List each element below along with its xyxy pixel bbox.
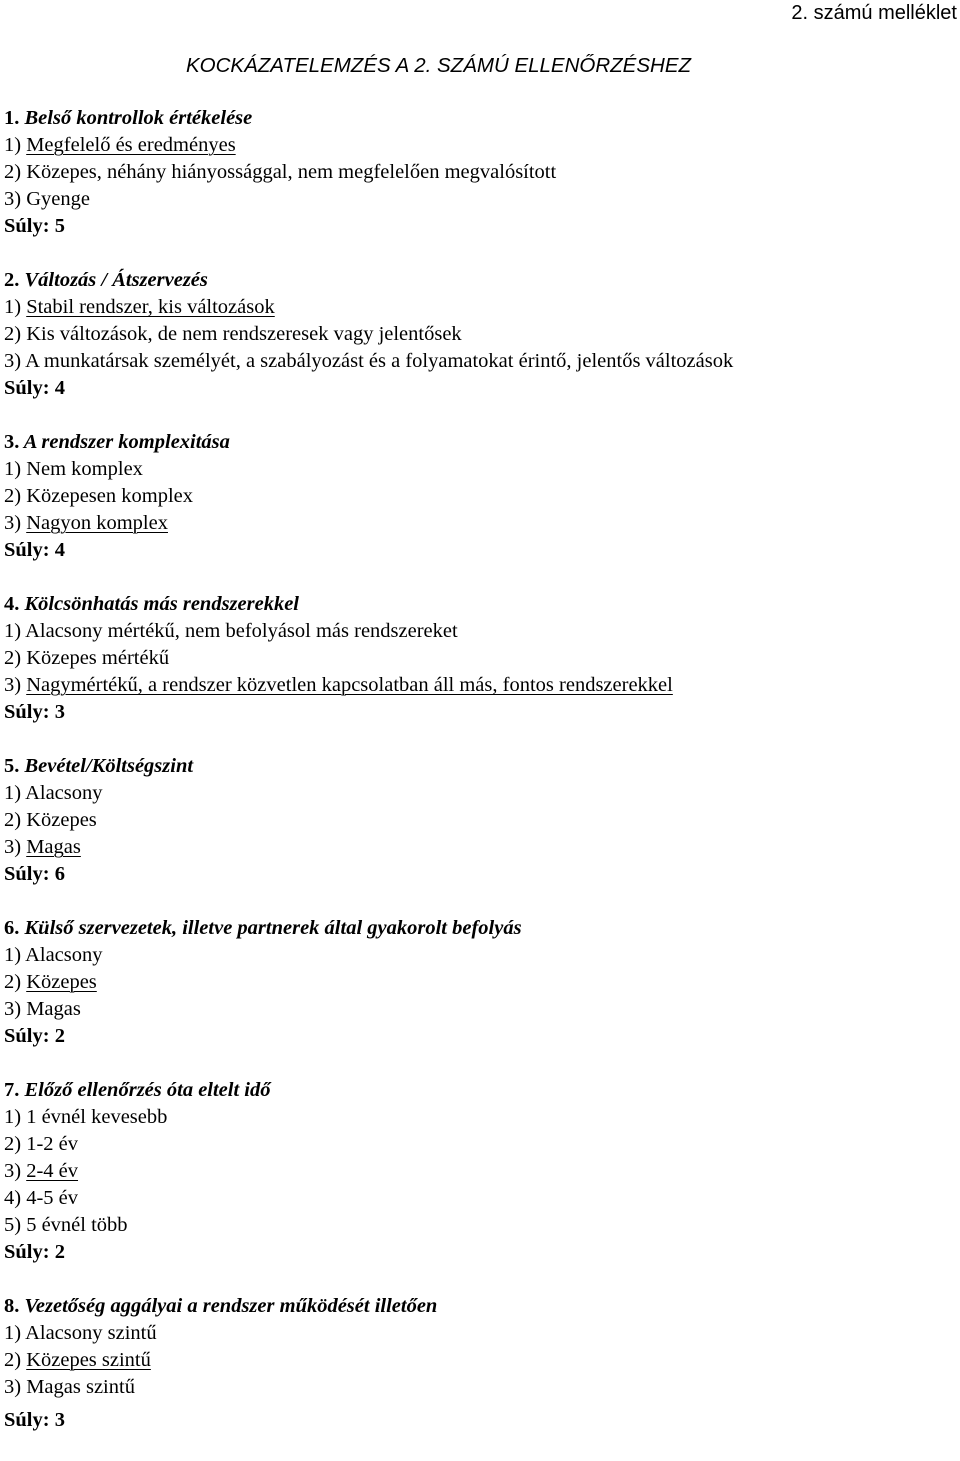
option-number: 1) [4, 620, 22, 642]
criterion-title: Vezetőség aggályai a rendszer működését illetően [24, 1295, 438, 1317]
option-number: 2) [4, 161, 22, 183]
option-text: Gyenge [26, 188, 90, 210]
criterion-title: Bevétel/Költségszint [24, 755, 194, 777]
option-number: 3) [4, 350, 22, 372]
criterion-option [4, 807, 960, 834]
criterion-title: A rendszer komplexitása [23, 431, 230, 453]
option-text: Közepesen komplex [26, 485, 193, 507]
criterion-option [4, 672, 960, 699]
annex-label: 2. számú melléklet [791, 2, 957, 24]
criterion-weight: Súly: 5 [4, 215, 65, 237]
criterion-weight: Súly: 2 [4, 1025, 65, 1047]
option-number: 2) [4, 1349, 22, 1371]
selected-option-text: Közepes [26, 971, 97, 993]
criterion-weight: Súly: 3 [4, 701, 65, 723]
criterion-heading [4, 915, 960, 942]
option-number: 1) [4, 458, 22, 480]
criterion-title: Belső kontrollok értékelése [24, 107, 253, 129]
criterion-option [4, 996, 960, 1023]
criterion-weight: Súly: 3 [4, 1409, 65, 1431]
option-number: 1) [4, 944, 22, 966]
option-text: 1-2 év [26, 1133, 79, 1155]
criterion-option [4, 969, 960, 996]
option-number: 3) [4, 674, 22, 696]
option-text: Alacsony [25, 782, 103, 804]
criterion-weight: Súly: 4 [4, 539, 65, 561]
option-text: 4-5 év [26, 1187, 79, 1209]
option-number: 3) [4, 998, 22, 1020]
option-number: 5) [4, 1214, 22, 1236]
criterion-heading [4, 591, 960, 618]
criterion-option [4, 942, 960, 969]
criterion-heading [4, 267, 960, 294]
criterion-number: 8. [4, 1295, 20, 1317]
criterion-weight: Súly: 4 [4, 377, 65, 399]
option-number: 1) [4, 1322, 22, 1344]
criterion-number: 5. [4, 755, 20, 777]
criterion-number: 3. [4, 431, 20, 453]
criterion-option [4, 1158, 960, 1185]
criterion-section [4, 1077, 960, 1266]
criterion-option [4, 780, 960, 807]
option-number: 2) [4, 1133, 22, 1155]
option-text: Nem komplex [26, 458, 143, 480]
option-text: Magas szintű [26, 1376, 135, 1398]
option-text: A munkatársak személyét, a szabályozást és a folyamatokat érintő, jelentős változások [25, 350, 734, 372]
option-number: 3) [4, 1160, 22, 1182]
criterion-heading [4, 753, 960, 780]
criterion-weight: Súly: 2 [4, 1241, 65, 1263]
option-number: 2) [4, 971, 22, 993]
criterion-number: 6. [4, 917, 20, 939]
option-text: Alacsony [25, 944, 103, 966]
selected-option-text: 2-4 év [26, 1160, 79, 1182]
option-text: Közepes mértékű [26, 647, 170, 669]
criterion-option [4, 1104, 960, 1131]
criterion-option [4, 1212, 960, 1239]
criterion-heading [4, 1077, 960, 1104]
option-number: 3) [4, 1376, 22, 1398]
criterion-section [4, 105, 960, 240]
criterion-option [4, 456, 960, 483]
option-number: 1) [4, 782, 22, 804]
option-text: Közepes [26, 809, 97, 831]
option-number: 3) [4, 188, 22, 210]
criterion-section [4, 1293, 960, 1434]
criterion-option [4, 1131, 960, 1158]
criterion-title: Változás / Átszervezés [24, 269, 208, 291]
criterion-option [4, 159, 960, 186]
criterion-heading [4, 429, 960, 456]
option-text: Magas [26, 998, 81, 1020]
risk-criteria-list [4, 105, 960, 1461]
criterion-section [4, 591, 960, 726]
option-text: 1 évnél kevesebb [26, 1106, 168, 1128]
criterion-option [4, 1347, 960, 1374]
criterion-number: 1. [4, 107, 20, 129]
criterion-option [4, 1374, 960, 1401]
criterion-option [4, 186, 960, 213]
criterion-option [4, 510, 960, 537]
option-text: 5 évnél több [26, 1214, 128, 1236]
option-number: 1) [4, 1106, 22, 1128]
selected-option-text: Közepes szintű [26, 1349, 151, 1371]
document-title: KOCKÁZATELEMZÉS A 2. SZÁMÚ ELLENŐRZÉSHEZ [186, 54, 692, 77]
criterion-section [4, 429, 960, 564]
criterion-option [4, 348, 960, 375]
option-number: 2) [4, 323, 22, 345]
option-number: 2) [4, 485, 22, 507]
selected-option-text: Magas [26, 836, 81, 858]
criterion-option [4, 132, 960, 159]
criterion-option [4, 834, 960, 861]
criterion-title: Előző ellenőrzés óta eltelt idő [24, 1079, 271, 1101]
criterion-heading [4, 1293, 960, 1320]
criterion-weight: Súly: 6 [4, 863, 65, 885]
criterion-option [4, 1320, 960, 1347]
criterion-section [4, 915, 960, 1050]
selected-option-text: Megfelelő és eredményes [26, 134, 236, 156]
option-number: 3) [4, 512, 22, 534]
selected-option-text: Nagymértékű, a rendszer közvetlen kapcsolatban áll más, fontos rendszerekkel [26, 674, 673, 696]
criterion-option [4, 321, 960, 348]
option-text: Kis változások, de nem rendszeresek vagy jelentősek [26, 323, 462, 345]
option-text: Alacsony szintű [25, 1322, 157, 1344]
criterion-option [4, 645, 960, 672]
criterion-title: Külső szervezetek, illetve partnerek által gyakorolt befolyás [24, 917, 522, 939]
option-text: Alacsony mértékű, nem befolyásol más rendszereket [25, 620, 458, 642]
criterion-number: 7. [4, 1079, 20, 1101]
criterion-section [4, 267, 960, 402]
option-number: 3) [4, 836, 22, 858]
criterion-option [4, 618, 960, 645]
criterion-number: 4. [4, 593, 20, 615]
criterion-title: Kölcsönhatás más rendszerekkel [24, 593, 299, 615]
option-text: Közepes, néhány hiányossággal, nem megfelelően megvalósított [26, 161, 557, 183]
criterion-number: 2. [4, 269, 20, 291]
criterion-option [4, 294, 960, 321]
option-number: 2) [4, 809, 22, 831]
criterion-option [4, 483, 960, 510]
option-number: 2) [4, 647, 22, 669]
criterion-heading [4, 105, 960, 132]
option-number: 1) [4, 134, 22, 156]
option-number: 4) [4, 1187, 22, 1209]
criterion-option [4, 1185, 960, 1212]
selected-option-text: Stabil rendszer, kis változások [26, 296, 275, 318]
selected-option-text: Nagyon komplex [26, 512, 168, 534]
criterion-section [4, 753, 960, 888]
option-number: 1) [4, 296, 22, 318]
